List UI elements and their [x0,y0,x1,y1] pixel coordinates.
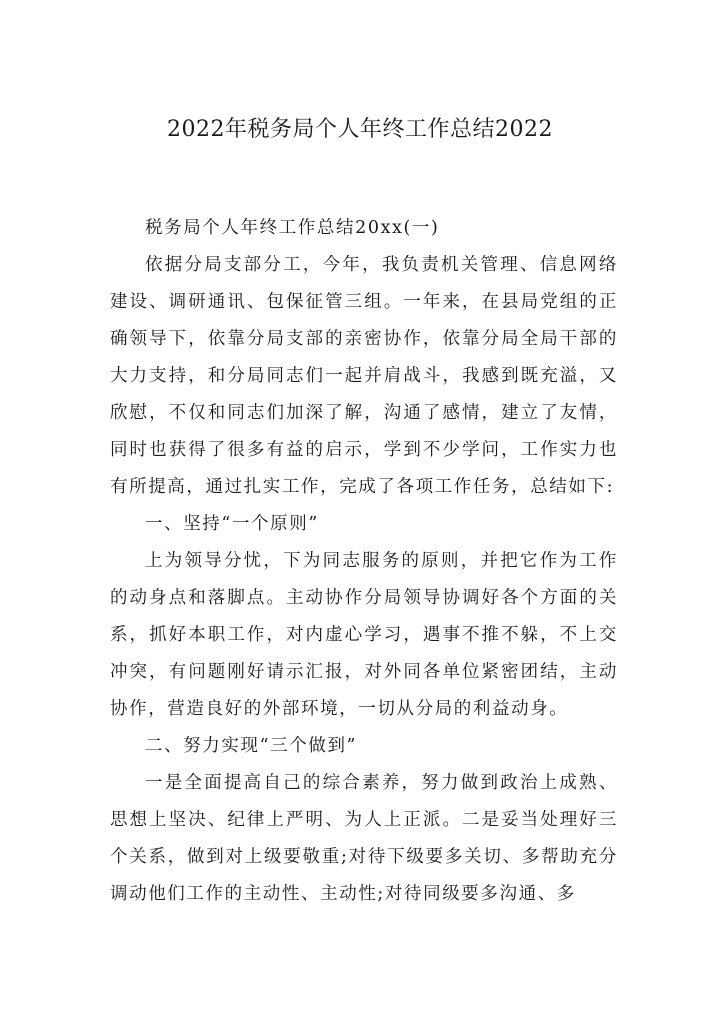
document-title: 2022年税务局个人年终工作总结2022 [167,117,553,142]
section-subtitle: 税务局个人年终工作总结20xx(一) [145,218,440,238]
section-heading-one: 一、坚持“一个原则” [145,514,319,534]
paragraph-three-achievements: 一是全面提高自己的综合素养，努力做到政治上成熟、思想上坚决、纪律上严明、为人上正派。二是妥当处理好三个关系，做到对上级要敬重;对待下级要多关切、多帮助充分调动他们工作的主动性、主动性;对待同级要多沟通、多 [110,773,618,904]
document-body [110,210,618,913]
paragraph-intro: 依据分局支部分工，今年，我负责机关管理、信息网络建设、调研通讯、包保征管三组。一年来，在县局党组的正确领导下，依靠分局支部的亲密协作，依靠分局全局干部的大力支持，和分局同志们一起并肩战斗，我感到既充溢，又欣慰，不仅和同志们加深了解，沟通了感情，建立了友情，同时也获得了很多有益的启示，学到不少学问，工作实力也有所提高，通过扎实工作，完成了各项工作任务，总结如下: [110,255,618,497]
paragraph-principle: 上为领导分忧，下为同志服务的原则，并把它作为工作的动身点和落脚点。主动协作分局领导协调好各个方面的关系，抓好本职工作，对内虚心学习，遇事不推不躲，不上交冲突，有问题刚好请示汇报，对外同各单位紧密团结，主动协作，营造良好的外部环境，一切从分局的利益动身。 [110,551,618,719]
section-heading-two: 二、努力实现“三个做到” [145,736,358,756]
